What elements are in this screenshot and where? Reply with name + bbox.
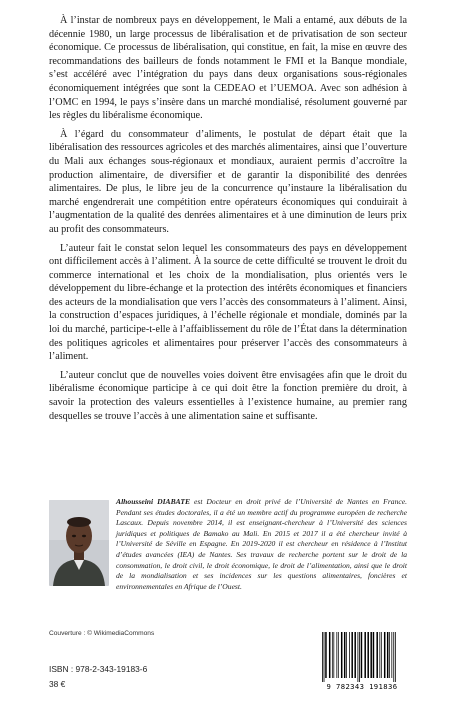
barcode-bar	[344, 632, 346, 678]
blurb-paragraph-2: À l’égard du consommateur d’aliments, le postulat de départ était que la libéralisation des ressources agricoles et des marchés alimentaires, ainsi que l’ouverture du Mali aux échanges sous-régionaux et mondiaux, auraient permis d’accroître la production alimentaire, de diversifier et de garantir la disponibilité des denrées alimentaires. De plus, le libre jeu de la concurrence qu’instaure la libéralisation du marché engendrerait une compétition entre opérateurs économiques qui conduirait à l’augmentation de la qualité des denrées alimentaires et à une diminution de leurs prix au profit des consommateurs.	[49, 128, 407, 235]
barcode-bar	[354, 632, 356, 678]
author-block	[49, 497, 407, 592]
barcode-bar	[364, 632, 366, 678]
barcode-bar	[393, 632, 394, 682]
barcode-bar	[351, 632, 353, 678]
barcode-bar	[359, 632, 360, 682]
barcode-bar	[391, 632, 392, 678]
blurb-text	[49, 14, 407, 428]
barcode-bars	[318, 632, 406, 682]
barcode-bar	[325, 632, 327, 678]
barcode-bar	[346, 632, 347, 678]
barcode-bar	[336, 632, 337, 678]
barcode-bar	[389, 632, 390, 678]
barcode-bar	[367, 632, 369, 678]
author-photo	[49, 500, 109, 586]
barcode-bar	[376, 632, 378, 678]
blurb-paragraph-1: À l’instar de nombreux pays en développement, le Mali a entamé, aux débuts de la décennie 1980, un large processus de libéralisation et de privatisation de son secteur économique. Ce processus de libéralisation, qui constitue, en fait, la mise en œuvre des recommandations des bailleurs de fonds notamment le FMI et la Banque mondiale, s’est accéléré avec l’intégration du pays dans deux organisations sous-régionales économiquement intégrées que sont la CEDEAO et l’UEMOA. Avec son adhésion à l’OMC en 1994, le pays s’insère dans un marché mondialisé, résolument gouverné par les règles du libéralisme économique.	[49, 15, 407, 122]
barcode-bar	[379, 632, 380, 678]
barcode-bar	[329, 632, 331, 678]
cover-credit: Couverture : © WikimediaCommons	[49, 630, 155, 637]
barcode-bar	[322, 632, 323, 682]
barcode-bar	[381, 632, 382, 678]
barcode-bar	[395, 632, 396, 682]
barcode-bar	[324, 632, 325, 682]
barcode-bar	[373, 632, 375, 678]
barcode-bar	[338, 632, 339, 678]
barcode-bar	[361, 632, 363, 678]
barcode-bar	[358, 632, 359, 682]
barcode-bar	[384, 632, 386, 678]
barcode	[314, 630, 410, 694]
barcode-bar	[370, 632, 372, 678]
barcode-bar	[341, 632, 343, 678]
barcode-bar	[349, 632, 350, 678]
author-name: Alhousseini DIABATE	[116, 497, 191, 506]
blurb-paragraph-4: L’auteur conclut que de nouvelles voies doivent être envisagées afin que le droit du libéralisme économique participe à ce qui doit être la fonction première du droit, à savoir la protection des valeurs essentielles à l’existence humaine, au premier rang desquelles se trouve l’accès à une alimentation saine et suffisante.	[49, 369, 407, 422]
isbn: ISBN : 978-2-343-19183-6	[49, 664, 148, 674]
barcode-digits: 9 782343 191836	[326, 682, 398, 691]
barcode-bar	[333, 632, 334, 678]
price: 38 €	[49, 679, 66, 689]
barcode-bar	[332, 632, 333, 678]
author-bio-text: est Docteur en droit privé de l’Université de Nantes en France. Pendant ses études doctorales, il a été un membre actif du programme européen de recherche Lascaux. Depuis novembre 2014, il est enseignant-chercheur à l’Université des sciences juridiques et politiques de Bamako au Mali. En 2015 et 2017 il a été chercheur invité à l’Université de Séville en Espagne. En 2019-2020 il est chercheur en résidence à l’Institut d’études avancées (IEA) de Nantes. Ses travaux de recherche portent sur le droit de la consommation, le droit civil, le droit économique, le droit de l’alimentation, ainsi que le droit de la mondialisation et ses incidences sur les questions alimentaires, foncières et environnementales en Afrique de l’Ouest.	[116, 497, 408, 591]
blurb-paragraph-3: L’auteur fait le constat selon lequel les consommateurs des pays en développement ont difficilement accès à l’aliment. À la source de cette difficulté se trouvent le droit du commerce international et les choix de la mondialisation, plus orientés vers le développement du libre-échange et la protection des intérêts économiques et financiers des acteurs de la mondialisation que vers l’accès des consommateurs à l’aliment. Ainsi, la construction d’espaces juridiques, à l’échelle régionale et mondiale, dominés par la loi du marché, participe-t-elle à l’affaiblissement du rôle de l’État dans la détermination des politiques agricoles et alimentaires pour préserver l’accès des consommateurs à l’aliment.	[49, 242, 407, 363]
barcode-bar	[387, 632, 389, 678]
